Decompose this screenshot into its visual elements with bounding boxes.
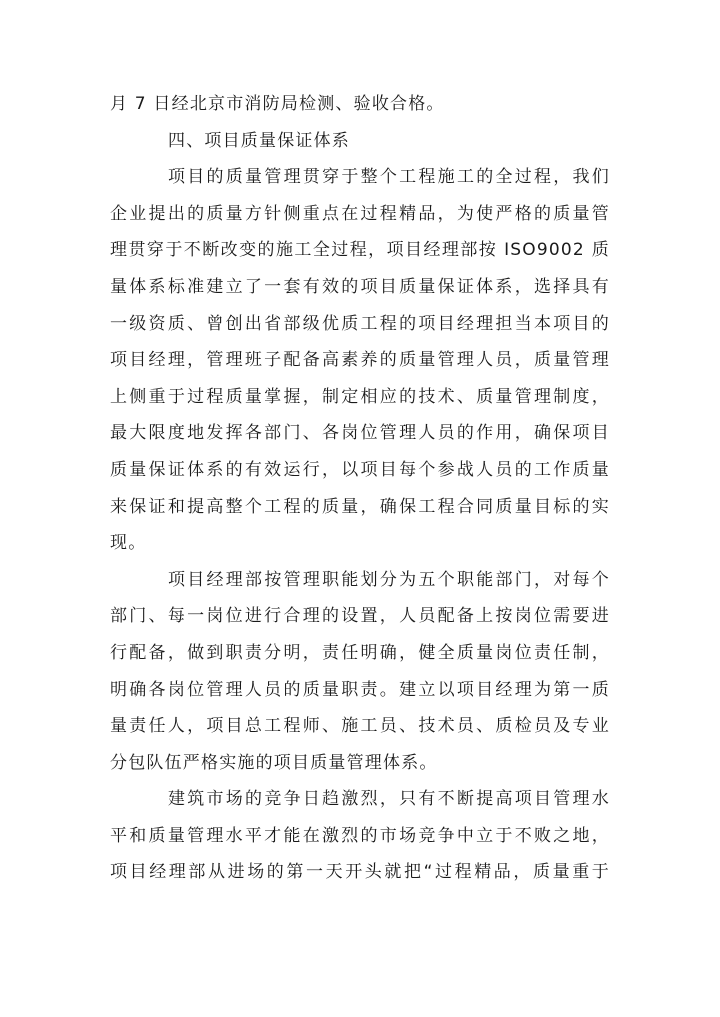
text-line: 平和质量管理水平才能在激烈的市场竞争中立于不败之地， bbox=[110, 825, 610, 846]
text-line: 来保证和提高整个工程的质量，确保工程合同质量目标的实 bbox=[110, 496, 610, 517]
text-line: 项目经理，管理班子配备高素养的质量管理人员，质量管理 bbox=[110, 350, 610, 371]
text-line: 明确各岗位管理人员的质量职责。建立以项目经理为第一质 bbox=[110, 679, 610, 700]
text-line: 建筑市场的竞争日趋激烈，只有不断提高项目管理水 bbox=[168, 789, 610, 810]
text-line: 分包队伍严格实施的项目质量管理体系。 bbox=[110, 752, 438, 773]
text-line: 一级资质、曾创出省部级优质工程的项目经理担当本项目的 bbox=[110, 313, 610, 334]
text-line: 项目经理部从进场的第一天开头就把“过程精品，质量重于 bbox=[110, 862, 610, 883]
text-line: 最大限度地发挥各部门、各岗位管理人员的作用，确保项目 bbox=[110, 423, 610, 444]
text-line: 部门、每一岗位进行合理的设置，人员配备上按岗位需要进 bbox=[110, 606, 610, 627]
section-heading: 四、项目质量保证体系 bbox=[168, 130, 350, 151]
text-line: 质量保证体系的有效运行，以项目每个参战人员的工作质量 bbox=[110, 459, 610, 480]
text-line: 行配备，做到职责分明，责任明确，健全质量岗位责任制， bbox=[110, 642, 610, 663]
text-line: 项目经理部按管理职能划分为五个职能部门，对每个 bbox=[168, 569, 610, 590]
text-line: 量体系标准建立了一套有效的项目质量保证体系，选择具有 bbox=[110, 276, 610, 297]
text-line: 企业提出的质量方针侧重点在过程精品，为使严格的质量管 bbox=[110, 203, 610, 224]
text-line: 量责任人，项目总工程师、施工员、技术员、质检员及专业 bbox=[110, 716, 610, 737]
text-line: 上侧重于过程质量掌握，制定相应的技术、质量管理制度， bbox=[110, 386, 610, 407]
text-line: 理贯穿于不断改变的施工全过程，项目经理部按 ISO9002 质 bbox=[110, 240, 610, 261]
text-line: 项目的质量管理贯穿于整个工程施工的全过程，我们 bbox=[168, 167, 610, 188]
document-body bbox=[110, 86, 610, 891]
text-line: 月 7 日经北京市消防局检测、验收合格。 bbox=[110, 94, 445, 114]
text-line: 现。 bbox=[110, 533, 147, 554]
